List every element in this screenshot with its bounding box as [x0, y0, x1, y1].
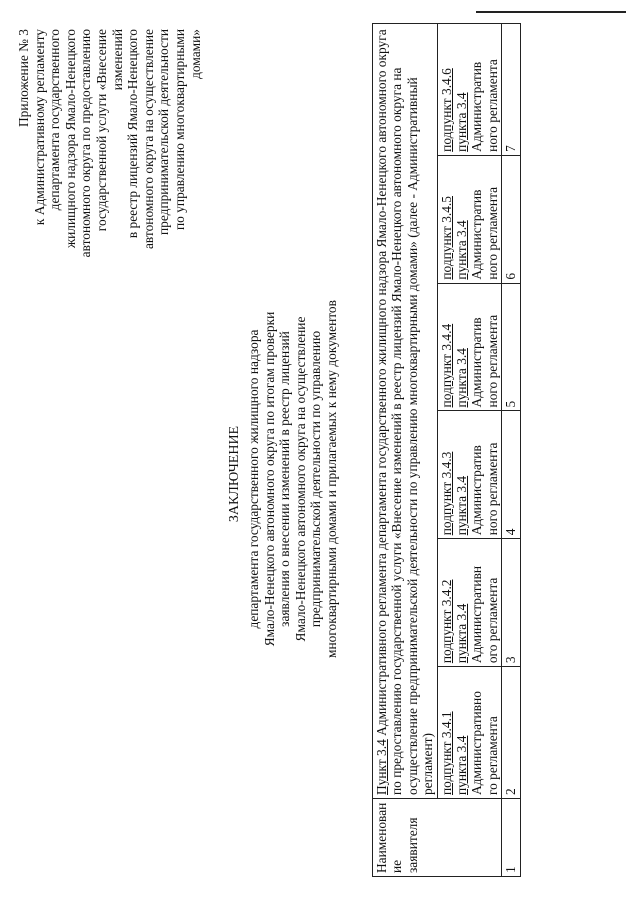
- subtitle-line: предпринимательской деятельности по управлению: [308, 330, 324, 628]
- sub-header-link: пункта 3.4: [454, 603, 470, 664]
- sub-header-cell: [437, 24, 502, 156]
- table-row: [373, 24, 438, 877]
- sub-header-text: ного регламента: [484, 59, 500, 152]
- sub-header-link: подпункт 3.4.2: [438, 579, 454, 664]
- sub-header-cell: [437, 411, 502, 539]
- appendix-line: в реестр лицензий Ямало-Ненецкого: [125, 29, 141, 239]
- number-cell: 1: [502, 799, 520, 877]
- sub-header-link: пункта 3.4: [454, 348, 470, 408]
- number-cell: 6: [502, 155, 520, 283]
- number-cell: 2: [502, 667, 520, 799]
- sub-header-text: Административно: [469, 691, 485, 796]
- sub-header-link: пункта 3.4: [454, 735, 470, 796]
- sub-header-text: ого регламента: [484, 577, 500, 664]
- main-header-text: Административного регламента департамента государственного жилищного надзора Ямало-Ненецкого автономного округа по предоставлению государственной услуги «Внесение изменений в реестр лицензий Ямало-Ненецкого автономного округа на осуществление предпринимательской деятельности по управлению многоквартирными домами» (далее - Административный регламент): [374, 29, 436, 796]
- table-row: [502, 24, 520, 877]
- sub-header-text: ного регламента: [484, 442, 500, 536]
- sub-header-text: ного регламента: [484, 314, 500, 408]
- sub-header-link: подпункт 3.4.5: [438, 196, 454, 280]
- appendix-line: к Административному регламенту: [31, 29, 47, 226]
- sub-header-link: подпункт 3.4.3: [438, 451, 454, 536]
- appendix-line: автономного округа по предоставлению: [78, 29, 94, 258]
- sub-header-link: пункта 3.4: [454, 92, 470, 152]
- appendix-line: департамента государственного: [47, 29, 63, 211]
- sub-header-text: Административ: [469, 61, 485, 152]
- sub-header-cell: [437, 155, 502, 283]
- sub-header-link: пункта 3.4: [454, 475, 470, 536]
- main-header-link: Пункт 3.4: [374, 739, 389, 796]
- sub-header-cell: [437, 539, 502, 667]
- subtitle-line: Ямало-Ненецкого автономного округа на осуществление: [292, 316, 308, 642]
- sub-header-text: ного регламента: [484, 186, 500, 280]
- appendix-line: по управлению многоквартирными домами»: [171, 29, 203, 230]
- appendix-line: автономного округа на осуществление: [140, 29, 156, 250]
- number-cell: 7: [502, 24, 520, 156]
- sub-header-link: подпункт 3.4.4: [438, 323, 454, 408]
- sub-header-cell: [437, 667, 502, 799]
- number-cell: 5: [502, 283, 520, 411]
- appendix-block: [16, 29, 203, 269]
- sub-header-text: Административн: [469, 565, 485, 664]
- number-cell: 3: [502, 539, 520, 667]
- appendix-line: жилищного надзора Ямало-Ненецкого: [62, 29, 78, 249]
- subtitle-line: многоквартирными домами и прилагаемых к нему документов: [323, 300, 339, 658]
- sub-header-text: го регламента: [484, 716, 500, 796]
- table-row: [437, 24, 502, 877]
- appendix-line: государственной услуги «Внесение изменений: [93, 29, 125, 232]
- main-header-cell: [373, 24, 438, 799]
- applicant-header-cell: Наименован ие заявителя: [373, 799, 502, 877]
- subtitle-line: заявления о внесении изменений в реестр лицензий: [277, 331, 293, 627]
- sub-header-link: подпункт 3.4.6: [438, 68, 454, 152]
- sub-header-link: подпункт 3.4.1: [438, 711, 454, 796]
- sub-header-text: Административ: [469, 189, 485, 280]
- number-cell: 4: [502, 411, 520, 539]
- sub-header-text: Административ: [469, 445, 485, 536]
- appendix-line: предпринимательской деятельности: [156, 29, 172, 235]
- sub-header-text: Административ: [469, 317, 485, 408]
- sub-header-link: пункта 3.4: [454, 220, 470, 280]
- sub-header-cell: [437, 283, 502, 411]
- conclusion-table: [372, 23, 521, 877]
- subtitle-line: Ямало-Ненецкого автономного округа по итогам проверки: [261, 311, 277, 647]
- appendix-line: Приложение № 3: [16, 29, 31, 128]
- subtitle-line: департамента государственного жилищного надзора: [246, 329, 261, 629]
- document-title: ЗАКЛЮЧЕНИЕ: [227, 425, 242, 523]
- document-subtitle: [246, 259, 340, 699]
